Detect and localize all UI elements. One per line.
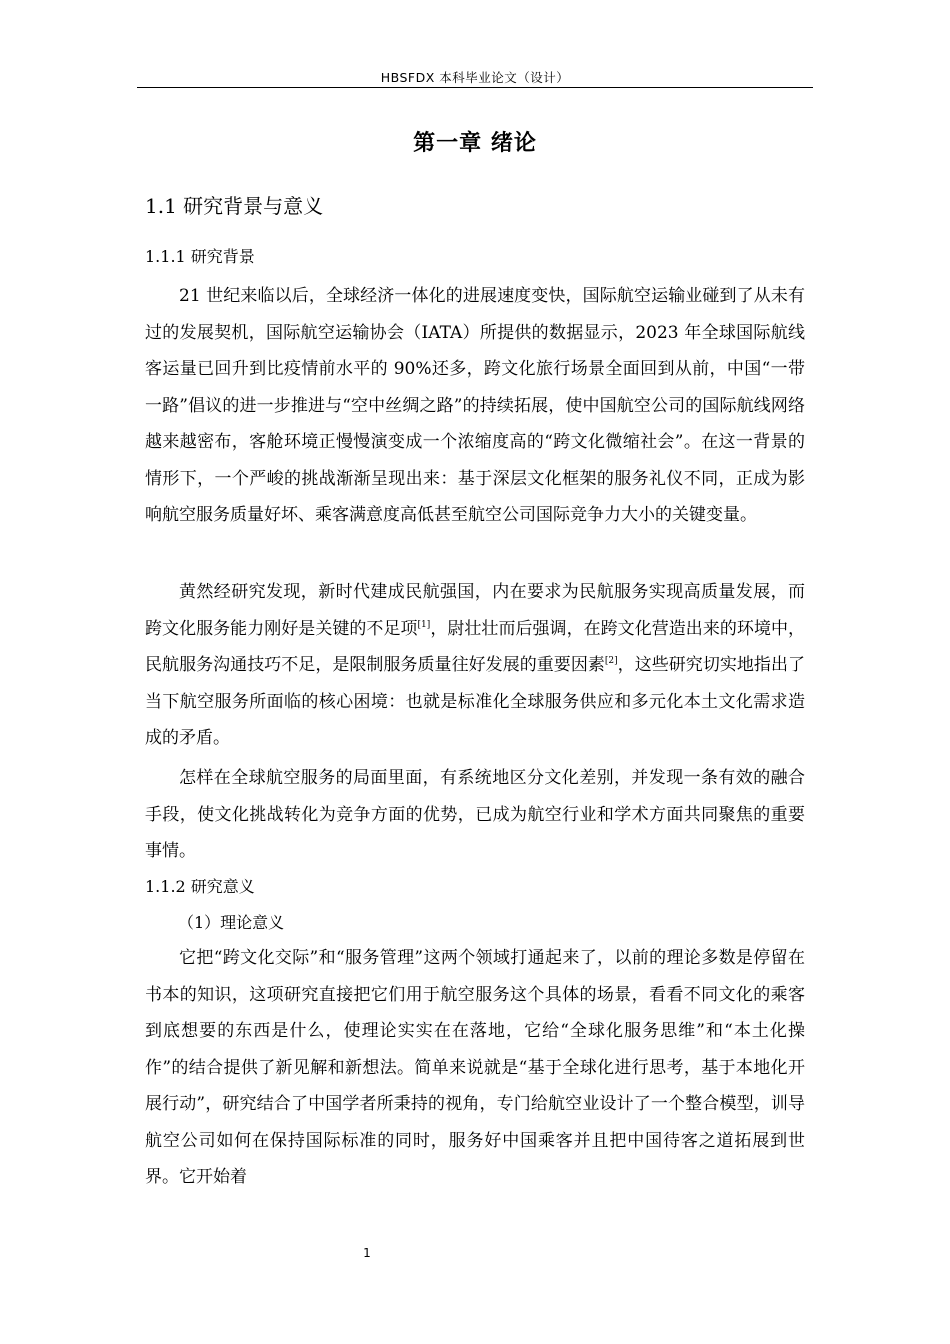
paragraph-background-1: 21 世纪来临以后，全球经济一体化的进展速度变快，国际航空运输业碰到了从未有过的发展契机，国际航空运输协会（IATA）所提供的数据显示，2023 年全球国际航线客运量已回升到比疫情前水平的 90%还多，跨文化旅行场景全面回到从前，中国“一带一路”倡议的进一步推进与“空中丝绸之路”的持续拓展，使中国航空公司的国际航线网络越来越密布，客舱环境正慢慢演变成一个浓缩度高的“跨文化微缩社会”。在这一背景的情形下，一个严峻的挑战渐渐呈现出来：基于深层文化框架的服务礼仪不同，正成为影响航空服务质量好坏、乘客满意度高低甚至航空公司国际竞争力大小的关键变量。 (145, 286, 805, 525)
page-number: 1 (363, 1246, 371, 1260)
citation-ref-2[interactable]: [2] (604, 656, 618, 666)
paragraph-background-3: 怎样在全球航空服务的局面里面，有系统地区分文化差别，并发现一条有效的融合手段，使文化挑战转化为竞争方面的优势，已成为航空行业和学术方面共同聚焦的重要事情。 (145, 768, 805, 861)
subsection-heading-1-1-2: 1.1.2 研究意义 (145, 877, 255, 896)
paragraph-text-segment: ，尉壮壮而后强调，在跨文化营造出来的环境中，民航服务沟通技巧不足，是限制服务质量往好发展的重要因素 (145, 618, 806, 675)
subsection-heading-1-1-1: 1.1.1 研究背景 (145, 247, 255, 266)
paragraph-text-segment: 黄然经研究发现，新时代建成民航强国，内在要求为民航服务实现高质量发展，而跨文化服务能力刚好是关键的不足项 (145, 582, 805, 639)
chapter-title: 第一章 绪论 (413, 131, 537, 156)
running-header: HBSFDX 本科毕业论文（设计） (380, 70, 570, 85)
header-rule (137, 87, 813, 88)
citation-ref-1[interactable]: [1] (417, 619, 431, 630)
list-item-theory-significance: （1）理论意义 (178, 913, 285, 932)
paragraph-text-segment: ，这些研究切实地指出了当下航空服务所面临的核心困境：也就是标准化全球服务供应和多元化本土文化需求造成的矛盾。 (145, 655, 806, 748)
section-heading-1-1: 1.1 研究背景与意义 (145, 194, 324, 218)
paragraph-background-2 (145, 574, 805, 757)
paragraph-significance-1: 它把“跨文化交际”和“服务管理”这两个领域打通起来了，以前的理论多数是停留在书本的知识，这项研究直接把它们用于航空服务这个具体的场景，看看不同文化的乘客到底想要的东西是什么，使理论实实在在落地，它给“全球化服务思维”和“本土化操作”的结合提供了新见解和新想法。简单来说就是“基于全球化进行思考，基于本地化开展行动”，研究结合了中国学者所秉持的视角，专门给航空业设计了一个整合模型，训导航空公司如何在保持国际标准的同时，服务好中国乘客并且把中国待客之道拓展到世界。它开始着 (145, 948, 805, 1187)
